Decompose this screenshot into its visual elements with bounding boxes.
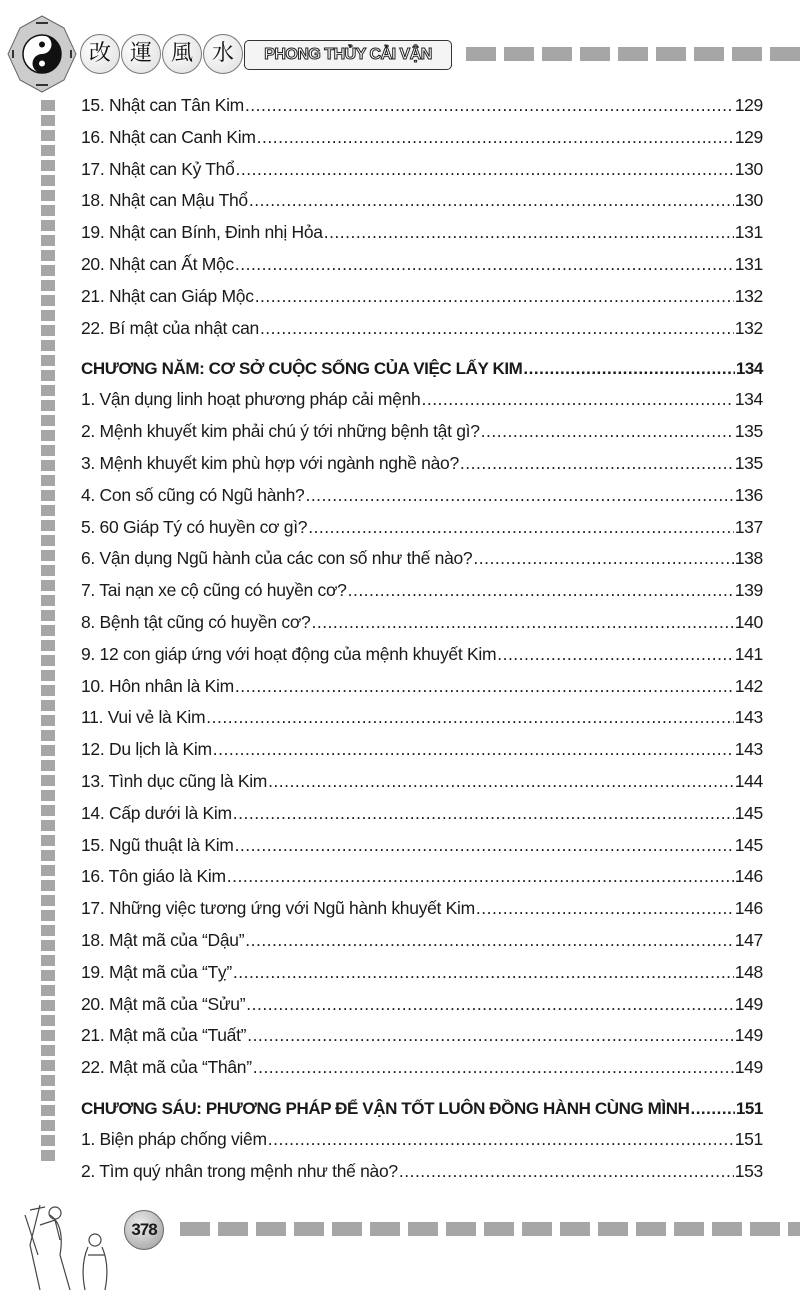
toc-entry-page: 144 (734, 770, 763, 791)
meander-border-top (466, 47, 800, 61)
toc-entry-title: 7. Tai nạn xe cộ cũng có huyền cơ? (81, 580, 347, 601)
dot-leader (233, 962, 734, 983)
toc-entry-page: 136 (734, 484, 763, 505)
page-header (0, 0, 800, 95)
dot-leader (421, 389, 733, 410)
dot-leader (233, 803, 734, 824)
dot-leader (227, 866, 734, 887)
toc-entry-title: 12. Du lịch là Kim (81, 739, 212, 760)
meander-border-left (41, 100, 55, 1165)
table-of-contents (81, 95, 763, 1193)
toc-entry-title: 2. Mệnh khuyết kim phải chú ý tới những bệnh tật gì? (81, 421, 480, 442)
toc-entry-title: CHƯƠNG SÁU: PHƯƠNG PHÁP ĐỂ VẬN TỐT LUÔN ĐỒNG HÀNH CÙNG MÌNH (81, 1098, 690, 1118)
toc-entry-title: 3. Mệnh khuyết kim phù hợp với ngành nghề nào? (81, 452, 459, 473)
toc-entry-page: 151 (735, 1098, 763, 1118)
dot-leader (247, 1025, 733, 1046)
toc-entry-title: 19. Nhật can Bính, Đinh nhị Hỏa (81, 222, 323, 243)
dot-leader (311, 612, 733, 633)
dot-leader (523, 359, 734, 379)
toc-entry-page: 143 (734, 739, 763, 760)
toc-entry-title: 4. Con số cũng có Ngũ hành? (81, 484, 305, 505)
seal-char-1: 改 (80, 34, 120, 74)
dot-leader (245, 95, 734, 116)
dot-leader (268, 771, 734, 792)
toc-entry (81, 866, 763, 898)
toc-entry (81, 254, 763, 286)
toc-entry-title: 8. Bệnh tật cũng có huyền cơ? (81, 611, 311, 632)
scholars-illustration-icon (10, 1195, 122, 1295)
toc-entry-title: 6. Vận dụng Ngũ hành của các con số như thế nào? (81, 548, 473, 569)
toc-entry-page: 151 (734, 1128, 763, 1149)
dot-leader (235, 835, 734, 856)
toc-entry-title: 19. Mật mã của “Tỵ” (81, 961, 232, 982)
dot-leader (253, 1057, 734, 1078)
toc-entry-page: 129 (734, 126, 763, 147)
toc-chapter-heading (81, 349, 763, 389)
dot-leader (308, 517, 733, 538)
toc-entry (81, 771, 763, 803)
toc-entry-page: 140 (734, 611, 763, 632)
toc-entry (81, 612, 763, 644)
toc-entry (81, 580, 763, 612)
toc-entry (81, 835, 763, 867)
toc-entry-page: 130 (734, 190, 763, 211)
toc-entry-title: 18. Mật mã của “Dậu” (81, 929, 245, 950)
toc-entry-title: 9. 12 con giáp ứng với hoạt động của mệnh khuyết Kim (81, 643, 497, 664)
toc-entry-page: 131 (734, 253, 763, 274)
toc-entry-page: 139 (734, 580, 763, 601)
toc-entry (81, 548, 763, 580)
toc-entry-page: 138 (734, 548, 763, 569)
toc-entry (81, 1129, 763, 1161)
toc-entry (81, 994, 763, 1026)
dot-leader (481, 421, 734, 442)
toc-entry-page: 145 (734, 834, 763, 855)
dot-leader (213, 739, 734, 760)
toc-entry-title: 14. Cấp dưới là Kim (81, 802, 232, 823)
toc-entry-title: 21. Mật mã của “Tuất” (81, 1025, 247, 1046)
toc-entry (81, 190, 763, 222)
dot-leader (255, 286, 734, 307)
toc-entry-page: 135 (734, 452, 763, 473)
dot-leader (236, 159, 734, 180)
dot-leader (690, 1099, 734, 1119)
dot-leader (245, 930, 733, 951)
toc-entry-page: 148 (734, 961, 763, 982)
toc-entry-page: 130 (734, 158, 763, 179)
toc-entry-title: 18. Nhật can Mậu Thổ (81, 190, 248, 211)
dot-leader (235, 676, 734, 697)
toc-entry (81, 127, 763, 159)
toc-entry (81, 318, 763, 350)
toc-entry (81, 389, 763, 421)
toc-entry (81, 286, 763, 318)
toc-entry-title: 17. Những việc tương ứng với Ngũ hành khuyết Kim (81, 898, 475, 919)
toc-entry (81, 898, 763, 930)
toc-entry-page: 142 (734, 675, 763, 696)
dot-leader (348, 580, 734, 601)
dot-leader (399, 1161, 734, 1182)
book-title: PHONG THỦY CẢI VẬN (244, 40, 452, 70)
toc-entry (81, 676, 763, 708)
toc-entry-title: 15. Nhật can Tân Kim (81, 95, 244, 115)
toc-chapter-heading (81, 1089, 763, 1129)
dot-leader (476, 898, 734, 919)
toc-entry (81, 95, 763, 127)
toc-entry-title: 16. Tôn giáo là Kim (81, 866, 226, 887)
dot-leader (473, 548, 733, 569)
dot-leader (268, 1129, 734, 1150)
page-number: 378 (124, 1210, 164, 1250)
toc-entry (81, 1025, 763, 1057)
toc-entry (81, 739, 763, 771)
toc-entry-title: 15. Ngũ thuật là Kim (81, 834, 234, 855)
toc-entry-title: 21. Nhật can Giáp Mộc (81, 285, 254, 306)
toc-entry-page: 146 (734, 898, 763, 919)
dot-leader (305, 485, 733, 506)
dot-leader (246, 994, 733, 1015)
seal-char-4: 水 (203, 34, 243, 74)
toc-entry-title: 1. Biện pháp chống viêm (81, 1128, 267, 1149)
toc-entry (81, 962, 763, 994)
toc-entry (81, 707, 763, 739)
toc-entry-page: 147 (734, 929, 763, 950)
toc-entry-title: 13. Tình dục cũng là Kim (81, 770, 268, 791)
toc-entry-title: 22. Bí mật của nhật can (81, 317, 259, 338)
dot-leader (257, 127, 734, 148)
toc-entry-page: 153 (734, 1160, 763, 1181)
toc-entry (81, 222, 763, 254)
dot-leader (235, 254, 734, 275)
toc-entry (81, 421, 763, 453)
yin-yang-bagua-icon (6, 14, 78, 94)
toc-entry-title: 22. Mật mã của “Thân” (81, 1057, 252, 1078)
toc-entry-page: 132 (734, 317, 763, 338)
dot-leader (497, 644, 733, 665)
toc-entry-title: 2. Tìm quý nhân trong mệnh như thế nào? (81, 1160, 398, 1181)
toc-entry (81, 803, 763, 835)
toc-entry-page: 134 (735, 359, 763, 379)
seal-char-2: 運 (121, 34, 161, 74)
dot-leader (206, 707, 733, 728)
toc-entry-page: 145 (734, 802, 763, 823)
toc-entry-page: 132 (734, 285, 763, 306)
toc-entry-title: 10. Hôn nhân là Kim (81, 675, 234, 696)
toc-entry-page: 134 (734, 389, 763, 410)
meander-border-bottom (180, 1222, 800, 1236)
toc-entry-page: 137 (734, 516, 763, 537)
dot-leader (260, 318, 734, 339)
toc-entry-page: 131 (734, 222, 763, 243)
dot-leader (324, 222, 734, 243)
toc-entry-title: 5. 60 Giáp Tý có huyền cơ gì? (81, 516, 308, 537)
toc-entry (81, 644, 763, 676)
toc-entry-page: 141 (734, 643, 763, 664)
toc-entry-page: 129 (734, 95, 763, 115)
toc-entry-page: 149 (734, 1025, 763, 1046)
toc-entry-title: 16. Nhật can Canh Kim (81, 126, 256, 147)
toc-entry (81, 930, 763, 962)
toc-entry-page: 135 (734, 421, 763, 442)
toc-entry (81, 1161, 763, 1193)
toc-entry-page: 149 (734, 1057, 763, 1078)
toc-entry (81, 159, 763, 191)
toc-entry (81, 453, 763, 485)
toc-entry-page: 143 (734, 707, 763, 728)
toc-entry-page: 146 (734, 866, 763, 887)
toc-entry-title: 20. Mật mã của “Sửu” (81, 993, 246, 1014)
toc-entry (81, 485, 763, 517)
toc-entry-title: 1. Vận dụng linh hoạt phương pháp cải mệnh (81, 389, 421, 410)
dot-leader (249, 190, 734, 211)
toc-entry (81, 1057, 763, 1089)
toc-entry-title: 20. Nhật can Ất Mộc (81, 253, 234, 274)
toc-entry (81, 517, 763, 549)
toc-entry-title: 17. Nhật can Kỷ Thổ (81, 158, 235, 179)
toc-entry-title: CHƯƠNG NĂM: CƠ SỞ CUỘC SỐNG CỦA VIỆC LẤY KIM (81, 359, 523, 379)
toc-entry-title: 11. Vui vẻ là Kim (81, 707, 206, 728)
toc-entry-page: 149 (734, 993, 763, 1014)
dot-leader (460, 453, 734, 474)
seal-char-3: 風 (162, 34, 202, 74)
